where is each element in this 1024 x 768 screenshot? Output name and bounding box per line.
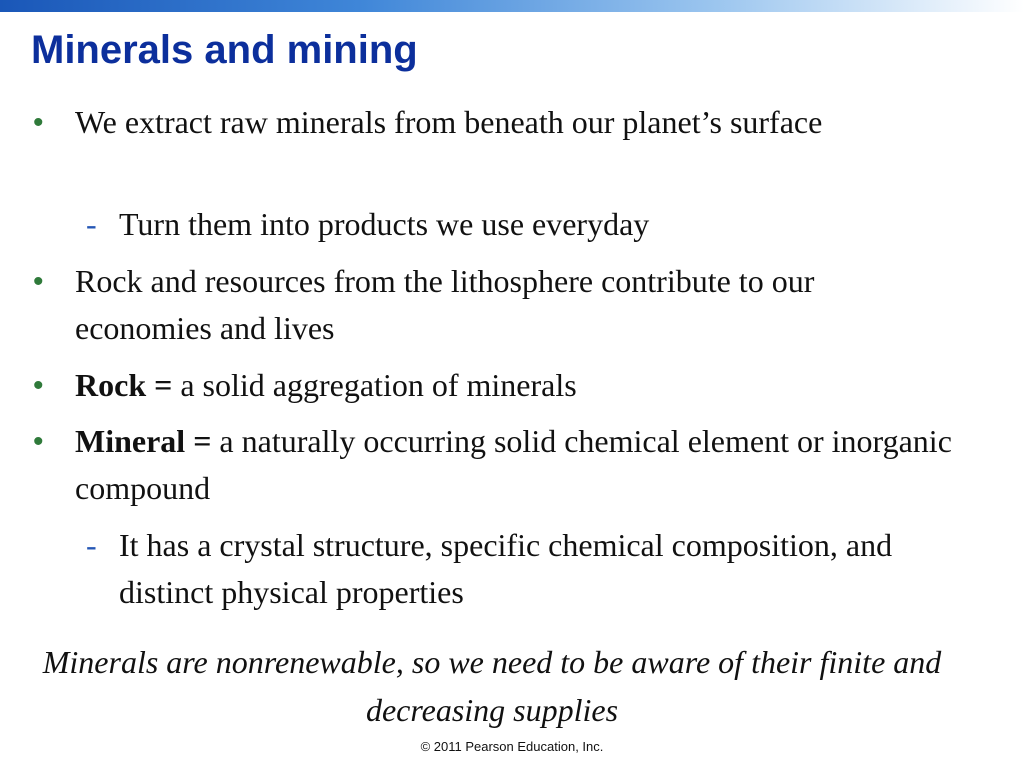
mineral-definition: a naturally occurring solid chemical element or inorganic compound <box>75 423 952 506</box>
bullet-icon: • <box>33 106 44 139</box>
bullet-item-extract-minerals <box>33 99 953 146</box>
bullet-icon: • <box>33 265 44 298</box>
slide-title: Minerals and mining <box>31 28 418 72</box>
bullet-text: Rock and resources from the lithosphere contribute to our economies and lives <box>75 263 815 346</box>
dash-icon: - <box>86 206 97 242</box>
dash-icon: - <box>86 527 97 563</box>
mineral-term: Mineral = <box>75 423 212 459</box>
bullet-icon: • <box>33 369 44 402</box>
sub-bullet-text: It has a crystal structure, specific chemical composition, and distinct physical properties <box>119 527 893 610</box>
rock-definition: a solid aggregation of minerals <box>180 367 577 403</box>
italic-note: Minerals are nonrenewable, so we need to be aware of their finite and decreasing supplies <box>42 644 942 728</box>
bullet-text: We extract raw minerals from beneath our planet’s surface <box>75 104 823 140</box>
bullet-icon: • <box>33 425 44 458</box>
copyright-footer: © 2011 Pearson Education, Inc. <box>420 739 604 754</box>
rock-term: Rock = <box>75 367 173 403</box>
definition-text <box>75 362 953 409</box>
bullet-item-mineral-definition <box>33 418 953 512</box>
bullet-item-rock-definition <box>33 362 953 409</box>
bullet-item-lithosphere-resources <box>33 258 953 352</box>
sub-bullet-item-crystal-structure <box>86 522 946 616</box>
sub-bullet-item-products <box>86 201 946 248</box>
sub-bullet-text: Turn them into products we use everyday <box>119 206 650 242</box>
definition-text <box>75 418 953 512</box>
